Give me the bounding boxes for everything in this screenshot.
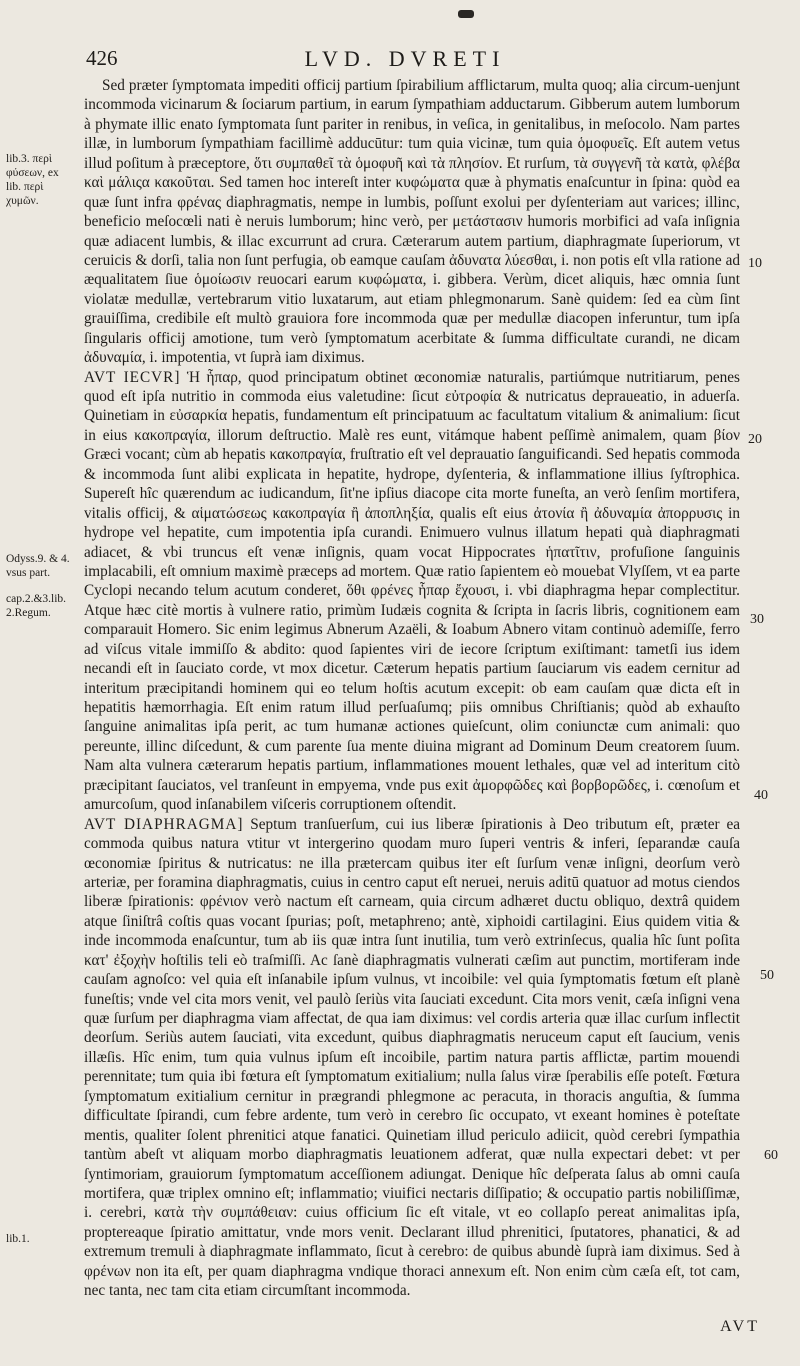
lemma-heading: AVT IECVR] — [84, 368, 181, 386]
line-number: 30 — [750, 612, 764, 627]
paragraph-text: Ἡ ἧπαρ, quod principatum obtinet œconomiæ naturalis, partiúmque nutritiarum, penes quod eſt ipſa nutritio in commoda eius valetudine: ſicut εὐτροφία & nutricatus depraueatio, in aduerſa. Quinetiam in εὐσαρκία hepatis, fundamentum eſt principatuum ac facultatum vitalium & animalium: ſicut in eius κακοπραγία, illorum deſtructio. Malè res eunt, vitámque habent peſſimè animalem, quam βίον Græci vocant; cùm ab hepatis κακοπραγία, fruſtratio eſt vel deprauatio ſanguificandi. Sed hepatis commoda & incommoda ſunt alibi explicata in hepatite, hydrope, dyſenteria, & inflammatione illius ſyſtrophica. Supereſt hîc quærendum ac iudicandum, ſit'ne ipſius diacope cita morte funeſta, an verò ſenſim mortifera, vitalis officij, & αἱματώσεως κακοπραγία ἢ ἀποπληξία, qualis eſt eius ἀτονία ἢ ἀδυναμία ἀπορρυσις in hydrope vel hepatite, cum impotentia ipſa curandi. Enimuero vulnus illatum hepati quà diaphragmati adiacet, & vbi truncus eſt venæ inſignis, quam vocat Hippocrates ἡπατῖτιν, profuſione ſanguinis implacabili, eſt omnium maximè præceps ad mortem. Quæ ratio ſapientem eò mouebat Vlyſſem, vt ea parte Cyclopi necando telum acutum conderet, ὅθι φρένες ἧπαρ ἔχουσι, i. vbi diaphragma hepar complectitur. Atque hæc citè mortis à vulnere ratio, primùm Iudæis cognita & ſcripta in ſacris libris, cognitionem eam comparauit Homero. Sic enim legimus Abnerum Azaëli, & Ioabum Abnero vitam continuò ademiſſe, ferro ad viſcus vitale immiſſo & abdito: quod ſapientes viri de iecore ſcriptum exiſtimant: tametſi ius idem necandi eſt in ſauciato corde, vt mox dicetur. Cæterum hepatis partium ſauciarum vis eadem cernitur ad interitum præcipitandi hominem qui eo telum hoſtis acutum excepit: ob eam cauſam quæ dicta eſt in hepatitis hæmorrhagia. Eſt enim ratum illud perſuaſumq; piis omnibus Chriſtianis; quòd ab exhauſto ſanguine animalitas ipſa perit, ac tum humanæ actiones quieſcunt, olim coniunctæ cum animali: quo pereunte, illinc diſcedunt, & cum parente ſua mente diuina migrant ad Dominum Deum creatorem ſuum. Nam alta vulnera cæterarum hepatis partium, inflammationes mouent lethales, quæ vel ad interitum citò præcipitant ſauciatos, vel tranſeunt in empyema, vnde pus exit ἀμορφῶδες καὶ βορβορῶδες, i. cœnoſum et amurcoſum, quod inſanabilem viſceris corruptionem oſtendit. — [84, 368, 740, 814]
lemma-heading: AVT DIAPHRAGMA] — [84, 815, 244, 833]
paragraph — [84, 76, 740, 368]
margin-note: lib.1. — [6, 1233, 30, 1245]
margin-note: cap.2.&3.lib. 2.Regum. — [6, 593, 67, 619]
line-number: 10 — [748, 256, 762, 271]
paragraph-text: Septum tranſuerſum, cui ius liberæ ſpirationis à Deo tributum eſt, præter ea commoda quibus natura vtitur vt intergerino quodam muro ſuperi ventris & inferi, ſeparandæ cauſa œconomiæ ſpiritus & nutricatus: ne illa prætercam quibus iter eſt ſurſum venæ inſigni, deorſum verò arteriæ, per foramina diaphragmatis, cuius in centro caput eſt neruei, neruis aditū quatuor ad motus ciendos liberæ ſpirationis: φρένιον verò nactum eſt carneam, quia circum adhæret ductu obliquo, dextrâ quidem atque ſiniſtrâ coſtis quas vocant ſpurias; poſt, metaphreno; antè, xiphoidi cartilagini. Eius quidem vitia & inde incommoda enaſcuntur, tum ab iis quæ intra ſunt inutilia, tum verò extrinſecus, qualia hîc ſunt poſita κατ' ἐξοχὴν hoſtilis teli eò traſmiſſi. Ac ſanè diaphragmatis vulnerati cæſim aut punctim, mortiferam inde cauſam agnoſco: vel quia eſt inſanabile ipſum vulnus, vt incoibile: vel quia ſymptomatis fœtum eſt planè funeſtis; vnde vel cita mors venit, vel paulò ſeriùs vita ſauciati excedunt. Cita mors venit, cæſa inſigni vena quæ ſurſum per diaphragma viam affectat, de qua iam diximus: vel cordis arteria quæ illac curſum inflectit deorſum. Seriùs autem ſauciati, vita excedunt, quibus diaphragmatis neruceum caput eſt ſaucium, venis illæſis. Hîc enim, tum quia vulnus ipſum eſt incoibile, partim natura partis afflictæ, partim mouendi perennitate; tum quia ibi fœtura eſt ſymptomatum exitialium; nulla ſalus viræ ſperabilis eſſe poteſt. Fœtura ſymptomatum exitialium cernitur in prægrandi phlegmone ac peracuta, in thoracis anguſtia, & ſumma difficultate ſpirandi, cum febre ardente, tum verò in cerebro ſic occupato, vt exeant homines è poteſtate mentis, qualiter ſolent phrenitici atque fanatici. Quinetiam illud periculo adiicit, quòd cerebri ſympathia tantùm abeſt vt aliquam morbo diaphragmatis leuationem adferat, quæ nulla expectari debet: vt per ſyntimoriam, grauiorum ſymptomatum acceſſionem adiungat. Denique hîc deſperata ſalus ab omni cauſa mortifera, quæ triplex omnino eſt; inflammatio; viuifici nectaris diſſipatio; & occupatio partis nobiliſſimæ, i. cerebri, κατὰ τὴν συμπάθειαν: cuius officium ſic eſt vitale, vt eo collapſo pereat animalitas ipſa, proptereaque ſpiratio amittatur, vnde mors venit. Declarant illud phrenitici, ſputatores, phanatici, & ad extremum tremuli à diaphragmate inflammato, ſicut à cerebro: de quibus abundè ſuprà iam diximus. Sed à φρένων non ita eſt, per quam diaphragma vndique thoraci annexum eſt. Non enim cùm cæſa eſt, tot cam, nec tanta, nec tam cita etiam circumſtant incommoda. — [84, 815, 740, 1300]
running-head: LVD. DVRETI — [304, 46, 506, 71]
line-number: 40 — [754, 788, 768, 803]
paragraph — [84, 815, 740, 1301]
main-text — [84, 76, 740, 1301]
catchword: AVT — [720, 1318, 760, 1335]
line-number: 20 — [748, 432, 762, 447]
ink-mark — [458, 10, 474, 18]
line-number: 60 — [764, 1148, 778, 1163]
paragraph — [84, 368, 740, 815]
page-number: 426 — [86, 46, 118, 70]
paragraph-text: Sed præter ſymptomata impediti officij partium ſpirabilium afflictarum, multa quoq; alia circum-uenjunt incommoda vicinarum & ſociarum partium, in earum ſympathiam adductarum. Gibberum autem lumborum à phymate illic enato ſymptomata ſunt pariter in renibus, in veſica, in genitalibus, in meſocolo. Nam partes illæ, in lumborum ſympathiam facillimè adducūtur: tum quia vicinæ, tum quia ὁμοφυεῖς. Eſt autem vetus illud poſitum à præceptore, ὅτι συμπαθεῖ τὰ ὁμοφυῆ καὶ τὰ πλησίον. Et rurſum, τὰ συγγενῆ τὰ κατὰ, φλέβα καὶ μάλιςα κακοῦται. Sed tamen hoc intereſt inter κυφώματα quæ à phymatis enaſcuntur in ſpina: quòd ea quæ ſunt infra φρένας diaphragmatis, nempe in lumbis, poſſunt exolui per dyſenteriam aut varices; illinc, beneficio meſocœli nati è neruis lumborum; hinc verò, per μετάστασιν humoris morbifici ad vaſa inſignia quæ adiacent lumbis, & illac excurrunt ad crura. Cæterarum autem partium, diaphragmate ſuperiorum, vt ceruicis & dorſi, talia non ſunt perfugia, ob eamque cauſam ἀδυνατα λύεσθαι, i. non potis eſt vlla ratione ad æqualitatem ſiue ὁμοίωσιν reuocari earum κυφώματα, i. gibbera. Verùm, dicet aliquis, hæc omnia ſunt violatæ medullæ, vertebrarum vitio luxatarum, aut etiam phlegmonarum. Sanè quidem: ſed ea cùm ſint grauiſſima, credibile eſt multò grauiora fore incommoda quæ per medullæ diacopen inferuntur, tum ipſa ſingularis officij amotione, tum verò ſymptomatum acerbitate & ſumma difficultate curandi, ne dicam ἀδυναμία, i. impotentia, vt ſuprà iam diximus. — [84, 77, 740, 367]
margin-note: lib.3. περὶ φύσεων, ex lib. περὶ χυμῶν. — [6, 153, 59, 207]
margin-note: Odyss.9. & 4. vsus part. — [6, 553, 70, 579]
line-number: 50 — [760, 968, 774, 983]
page-header — [80, 46, 730, 74]
